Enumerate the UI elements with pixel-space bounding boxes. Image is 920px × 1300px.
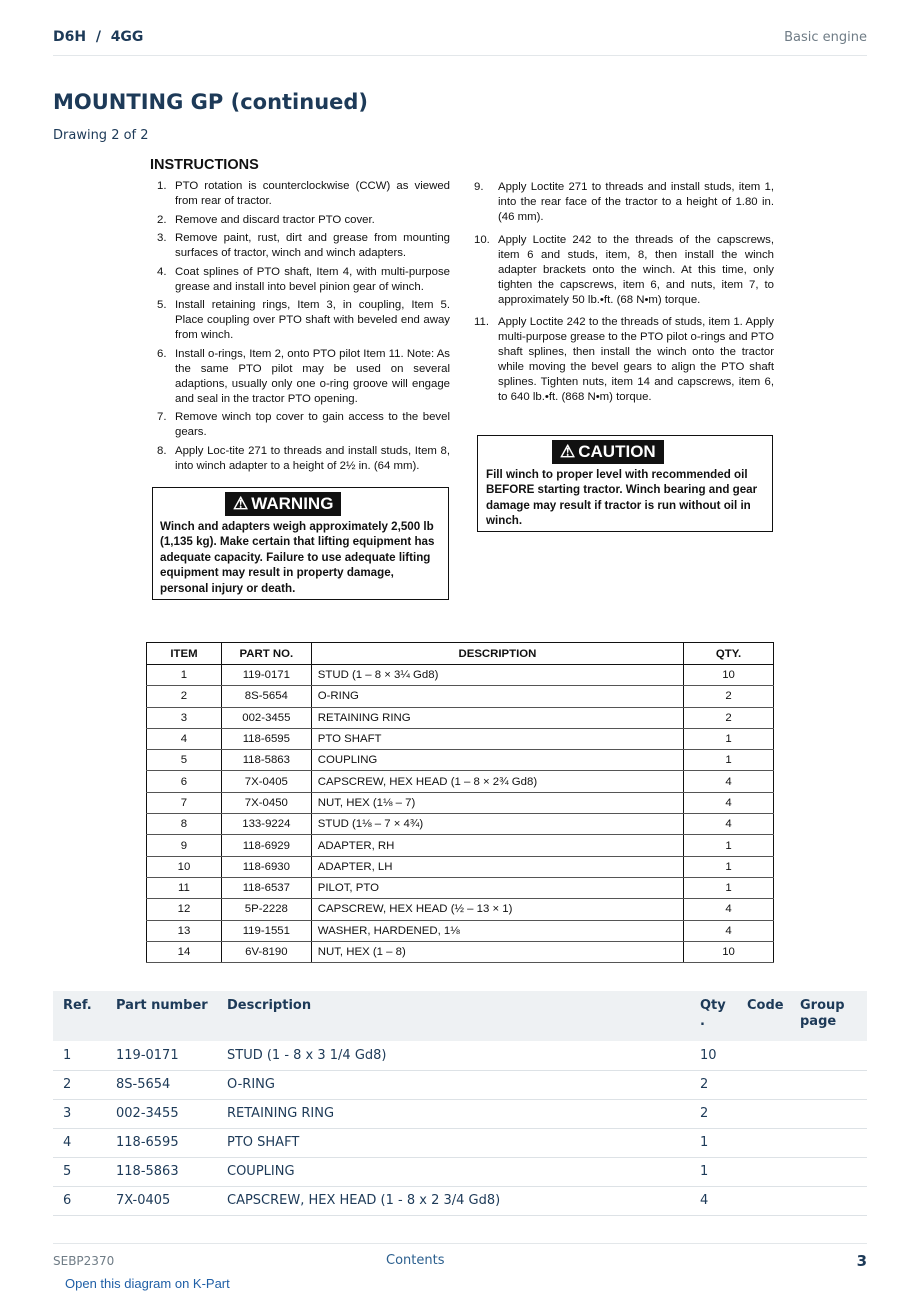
part-number-cell: 119-0171 <box>106 1041 217 1070</box>
item-cell: 10 <box>147 856 222 877</box>
table-row <box>147 665 774 686</box>
instruction-item: 3. Remove paint, rust, dirt and grease from mounting surfaces of tractor, winch and winch adapters. <box>157 232 450 259</box>
title-main: MOUNTING GP <box>53 90 224 114</box>
table-row <box>147 707 774 728</box>
part-number-cell: 7X-0450 <box>221 792 311 813</box>
qty-cell: 4 <box>690 1186 737 1215</box>
item-cell: 9 <box>147 835 222 856</box>
part-number-cell: 8S-5654 <box>106 1070 217 1099</box>
description-cell: STUD (1 – 8 × 3¼ Gd8) <box>311 665 683 686</box>
qty-cell: 1 <box>684 835 774 856</box>
column-header-qty: Qty . <box>700 998 726 1029</box>
warning-triangle-icon: ⚠ <box>233 494 249 513</box>
qty-cell: 10 <box>684 665 774 686</box>
code-cell <box>737 1157 790 1186</box>
table-row <box>147 728 774 749</box>
code-cell <box>737 1070 790 1099</box>
description-cell: CAPSCREW, HEX HEAD (1 – 8 × 2¾ Gd8) <box>311 771 683 792</box>
qty-cell: 4 <box>684 792 774 813</box>
table-row <box>147 750 774 771</box>
table-row <box>147 856 774 877</box>
warning-banner: ⚠ WARNING <box>225 492 341 516</box>
column-header: ITEM <box>147 643 222 665</box>
parts-list-table <box>53 991 867 1216</box>
ref-cell: 1 <box>53 1041 106 1070</box>
item-cell: 2 <box>147 686 222 707</box>
table-row <box>53 1041 867 1070</box>
part-number-cell: 119-0171 <box>221 665 311 686</box>
warning-text: Winch and adapters weigh approximately 2,500 lb (1,135 kg). Make certain that lifting equipment has adequate capacity. Failure to use adequate lifting equipment may result in property damage, personal injury or death. <box>160 520 435 595</box>
drawing-parts-table <box>146 642 774 963</box>
item-cell: 1 <box>147 665 222 686</box>
column-header-description: Description <box>227 998 312 1013</box>
part-number-cell: 6V-8190 <box>221 941 311 962</box>
instruction-item: 7. Remove winch top cover to gain access to the bevel gears. <box>157 411 450 438</box>
item-cell: 7 <box>147 792 222 813</box>
qty-cell: 2 <box>684 707 774 728</box>
item-cell: 3 <box>147 707 222 728</box>
group-page-cell <box>790 1099 867 1128</box>
column-header-part-number: Part number <box>116 998 208 1013</box>
code-cell <box>737 1099 790 1128</box>
part-number-cell: 133-9224 <box>221 814 311 835</box>
document-number: SEBP2370 <box>53 1254 115 1268</box>
item-cell: 6 <box>147 771 222 792</box>
description-cell: COUPLING <box>217 1157 690 1186</box>
drawing-label: Drawing 2 of 2 <box>53 128 149 143</box>
part-number-cell: 119-1551 <box>221 920 311 941</box>
description-cell: O-RING <box>311 686 683 707</box>
instruction-item: 5. Install retaining rings, Item 3, in coupling, Item 5. Place coupling over PTO shaft with beveled end away from winch. <box>157 299 450 341</box>
caution-text: Fill winch to proper level with recommended oil BEFORE starting tractor. Winch bearing and gear damage may result if tractor is run without oil in winch. <box>486 468 758 528</box>
item-cell: 13 <box>147 920 222 941</box>
item-cell: 4 <box>147 728 222 749</box>
description-cell: PTO SHAFT <box>311 728 683 749</box>
ref-cell: 4 <box>53 1128 106 1157</box>
description-cell: PILOT, PTO <box>311 877 683 898</box>
table-row <box>53 1099 867 1128</box>
qty-cell: 4 <box>684 814 774 835</box>
group-page-cell <box>790 1186 867 1215</box>
table-row <box>147 835 774 856</box>
group-page-cell <box>790 1128 867 1157</box>
qty-cell: 1 <box>690 1157 737 1186</box>
description-cell: CAPSCREW, HEX HEAD (½ – 13 × 1) <box>311 899 683 920</box>
table-row <box>147 792 774 813</box>
qty-cell: 4 <box>684 771 774 792</box>
ref-cell: 6 <box>53 1186 106 1215</box>
part-number-cell: 118-6537 <box>221 877 311 898</box>
qty-cell: 1 <box>684 750 774 771</box>
qty-cell: 10 <box>684 941 774 962</box>
section-name: Basic engine <box>784 30 867 45</box>
description-cell: COUPLING <box>311 750 683 771</box>
instructions-heading: INSTRUCTIONS <box>150 157 259 173</box>
description-cell: NUT, HEX (1⅛ – 7) <box>311 792 683 813</box>
page-footer <box>53 1243 867 1273</box>
model-code: D6H / 4GG <box>53 29 144 45</box>
ref-cell: 3 <box>53 1099 106 1128</box>
table-header-row <box>53 991 867 1041</box>
caution-box <box>477 435 773 532</box>
group-page-cell <box>790 1157 867 1186</box>
instruction-item: 9. Apply Loctite 271 to threads and install studs, item 1, into the rear face of the tractor to a height of 1.80 in. (46 mm). <box>474 181 774 223</box>
description-cell: ADAPTER, RH <box>311 835 683 856</box>
part-number-cell: 118-6595 <box>106 1128 217 1157</box>
part-number-cell: 002-3455 <box>106 1099 217 1128</box>
table-row <box>53 1128 867 1157</box>
page-title <box>53 90 368 114</box>
instruction-item: 2. Remove and discard tractor PTO cover. <box>157 213 375 226</box>
column-header-ref: Ref. <box>63 998 92 1013</box>
table-row <box>147 920 774 941</box>
item-cell: 5 <box>147 750 222 771</box>
instructions-left-column <box>157 179 450 477</box>
instruction-item: 11. Apply Loctite 242 to the threads of studs, item 1. Apply multi-purpose grease to the PTO pilot o-rings and PTO shaft splines, then install the winch onto the tractor while moving the bevel gears to align the PTO shaft splines. Tighten nuts, item 14 and capscrews, item 6, to 640 lb.•ft. (868 N•m) torque. <box>474 316 774 403</box>
page-header <box>53 28 867 56</box>
code-cell <box>737 1041 790 1070</box>
qty-cell: 4 <box>684 920 774 941</box>
part-number-cell: 118-6929 <box>221 835 311 856</box>
contents-link[interactable]: Contents <box>386 1253 445 1268</box>
ref-cell: 5 <box>53 1157 106 1186</box>
part-number-cell: 118-6930 <box>221 856 311 877</box>
caution-banner: ⚠ CAUTION <box>552 440 664 464</box>
group-page-cell <box>790 1041 867 1070</box>
description-cell: STUD (1⅛ – 7 × 4¾) <box>311 814 683 835</box>
instruction-item: 8. Apply Loc-tite 271 to threads and install studs, Item 8, into winch adapter to a height of 2½ in. (64 mm). <box>157 444 450 472</box>
table-row <box>147 686 774 707</box>
instructions-right-column <box>474 180 774 413</box>
table-row <box>147 877 774 898</box>
table-row <box>147 814 774 835</box>
item-cell: 11 <box>147 877 222 898</box>
caution-triangle-icon: ⚠ <box>560 442 576 461</box>
part-number-cell: 5P-2228 <box>221 899 311 920</box>
description-cell: CAPSCREW, HEX HEAD (1 - 8 x 2 3/4 Gd8) <box>217 1186 690 1215</box>
page-number: 3 <box>856 1252 867 1270</box>
column-header-group-page: Group page <box>800 998 845 1029</box>
description-cell: ADAPTER, LH <box>311 856 683 877</box>
drawing-scan <box>140 150 790 620</box>
table-row <box>147 941 774 962</box>
item-cell: 8 <box>147 814 222 835</box>
group-page-cell <box>790 1070 867 1099</box>
description-cell: WASHER, HARDENED, 1⅛ <box>311 920 683 941</box>
qty-cell: 1 <box>690 1128 737 1157</box>
instruction-item: 1. PTO rotation is counterclockwise (CCW) as viewed from rear of tractor. <box>157 180 450 207</box>
qty-cell: 2 <box>690 1070 737 1099</box>
code-cell <box>737 1186 790 1215</box>
qty-cell: 10 <box>690 1041 737 1070</box>
part-number-cell: 118-5863 <box>106 1157 217 1186</box>
warning-box <box>152 487 449 600</box>
instruction-item: 4. Coat splines of PTO shaft, Item 4, with multi-purpose grease and install into bevel pinion gear of winch. <box>157 265 450 293</box>
part-number-cell: 7X-0405 <box>221 771 311 792</box>
table-header-row <box>147 643 774 665</box>
table-row <box>147 899 774 920</box>
description-cell: RETAINING RING <box>217 1099 690 1128</box>
description-cell: O-RING <box>217 1070 690 1099</box>
part-number-cell: 7X-0405 <box>106 1186 217 1215</box>
qty-cell: 1 <box>684 877 774 898</box>
item-cell: 14 <box>147 941 222 962</box>
part-number-cell: 118-6595 <box>221 728 311 749</box>
qty-cell: 1 <box>684 856 774 877</box>
part-number-cell: 8S-5654 <box>221 686 311 707</box>
instruction-item: 10. Apply Loctite 242 to the threads of the capscrews, item 6 and studs, item, 8, then install the winch adapter brackets onto the winch. At this time, only tighten the capscrews, item 6, and nuts, item 7, to approximately 50 lb.•ft. (68 N•m) torque. <box>474 233 774 306</box>
description-cell: PTO SHAFT <box>217 1128 690 1157</box>
item-cell: 12 <box>147 899 222 920</box>
column-header: PART NO. <box>221 643 311 665</box>
part-number-cell: 002-3455 <box>221 707 311 728</box>
qty-cell: 4 <box>684 899 774 920</box>
description-cell: NUT, HEX (1 – 8) <box>311 941 683 962</box>
column-header: DESCRIPTION <box>311 643 683 665</box>
ref-cell: 2 <box>53 1070 106 1099</box>
qty-cell: 2 <box>690 1099 737 1128</box>
qty-cell: 1 <box>684 728 774 749</box>
instruction-item: 6. Install o-rings, Item 2, onto PTO pilot Item 11. Note: As the same PTO pilot may be used on several adaptions, usually only one o-ring groove will engage and seal in the tractor PTO opening. <box>157 347 450 405</box>
table-row <box>147 771 774 792</box>
column-header-code: Code <box>747 998 784 1013</box>
part-number-cell: 118-5863 <box>221 750 311 771</box>
open-kpart-link[interactable]: Open this diagram on K-Part <box>65 1276 230 1291</box>
description-cell: STUD (1 - 8 x 3 1/4 Gd8) <box>217 1041 690 1070</box>
table-row <box>53 1186 867 1215</box>
title-suffix: (continued) <box>223 90 369 114</box>
code-cell <box>737 1128 790 1157</box>
description-cell: RETAINING RING <box>311 707 683 728</box>
column-header: QTY. <box>684 643 774 665</box>
table-row <box>53 1157 867 1186</box>
qty-cell: 2 <box>684 686 774 707</box>
table-row <box>53 1070 867 1099</box>
